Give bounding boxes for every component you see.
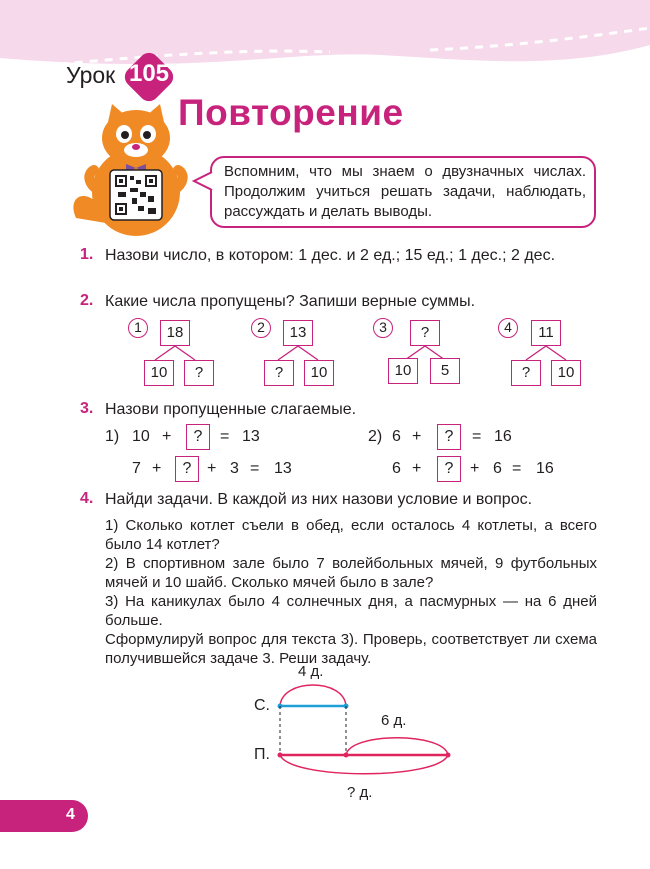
eq-4-term-2: 6 (493, 460, 502, 477)
scheme-2-sum-box: 13 (283, 320, 313, 346)
scheme-4-label: 4 (498, 318, 518, 338)
scheme-4-left-box: ? (511, 360, 541, 386)
scheme-1-label: 1 (128, 318, 148, 338)
eq-2-term-2: 3 (230, 460, 239, 477)
eq-4-term: 6 (392, 460, 401, 477)
eq-3-missing-box: ? (437, 424, 461, 450)
diagram-label-difference: 6 д. (381, 712, 407, 729)
speech-bubble-tail (192, 170, 214, 192)
scheme-3-sum-box: ? (410, 320, 440, 346)
scheme-2-left-box: ? (264, 360, 294, 386)
eq-1-term: 10 (132, 428, 150, 445)
task-4-text: Найди задачи. В каждой из них назови условие и вопрос. (105, 491, 533, 508)
diagram-row-cloudy: П. (254, 746, 270, 763)
problem-1: 1) Сколько котлет съели в обед, если осталось 4 котлеты, а всего было 14 котлет? (105, 517, 597, 553)
segment-diagram (270, 680, 460, 780)
scheme-3-label: 3 (373, 318, 393, 338)
task-2-number: 2. (80, 292, 94, 309)
eq-4-equals: = (512, 460, 522, 477)
scheme-3-right-box: 5 (430, 358, 460, 384)
diagram-label-unknown: ? д. (347, 784, 373, 801)
eq-3-label: 2) (368, 428, 383, 445)
scheme-1-right-box: ? (184, 360, 214, 386)
eq-2-missing-box: ? (175, 456, 199, 482)
lesson-number: 105 (128, 60, 170, 87)
intro-text: Вспомним, что мы знаем о двузначных числах. Продолжим учиться решать задачи, наблюдать, рассуждать и делать выводы. (224, 163, 586, 220)
task-1-number: 1. (80, 246, 94, 263)
eq-3-term: 6 (392, 428, 401, 445)
eq-1-missing-box: ? (186, 424, 210, 450)
eq-2-result: 13 (274, 460, 292, 477)
diagram-label-sunny: 4 д. (298, 663, 324, 680)
lesson-label: Урок (66, 62, 116, 88)
problem-2: 2) В спортивном зале было 7 волейбольных мячей, 9 футбольных мячей и 10 шайб. Сколько мячей было в зале? (105, 555, 597, 591)
task-3-number: 3. (80, 400, 94, 417)
problem-instruction: Сформулируй вопрос для текста 3). Проверь, соответствует ли схема получившейся задаче 3. Реши задачу. (105, 631, 597, 667)
scheme-2-label: 2 (251, 318, 271, 338)
problem-3: 3) На каникулах было 4 солнечных дня, а пасмурных — на 6 дней больше. (105, 593, 597, 629)
eq-4-missing-box: ? (437, 456, 461, 482)
scheme-1-sum-box: 18 (160, 320, 190, 346)
task-4-number: 4. (80, 490, 94, 507)
task-3-text: Назови пропущенные слагаемые. (105, 401, 357, 418)
eq-2-plus: + (152, 460, 162, 477)
eq-3-result: 16 (494, 428, 512, 445)
task-1-text: Назови число, в котором: 1 дес. и 2 ед.; 15 ед.; 1 дес.; 2 дес. (105, 247, 556, 264)
eq-1-result: 13 (242, 428, 260, 445)
eq-2-equals: = (250, 460, 260, 477)
eq-4-plus: + (412, 460, 422, 477)
page-number: 4 (66, 806, 75, 823)
eq-1-label: 1) (105, 428, 120, 445)
page-title: Повторение (178, 92, 404, 133)
eq-2-plus-2: + (207, 460, 217, 477)
eq-2-term: 7 (132, 460, 141, 477)
eq-3-equals: = (472, 428, 482, 445)
eq-3-plus: + (412, 428, 422, 445)
task-2-text: Какие числа пропущены? Запиши верные суммы. (105, 293, 476, 310)
scheme-3-left-box: 10 (388, 358, 418, 384)
diagram-row-sunny: С. (254, 697, 270, 714)
scheme-4-sum-box: 11 (531, 320, 561, 346)
scheme-2-right-box: 10 (304, 360, 334, 386)
eq-4-result: 16 (536, 460, 554, 477)
scheme-4-right-box: 10 (551, 360, 581, 386)
eq-4-plus-2: + (470, 460, 480, 477)
scheme-1-left-box: 10 (144, 360, 174, 386)
eq-1-plus: + (162, 428, 172, 445)
cat-mascot-icon (68, 100, 198, 240)
eq-1-equals: = (220, 428, 230, 445)
